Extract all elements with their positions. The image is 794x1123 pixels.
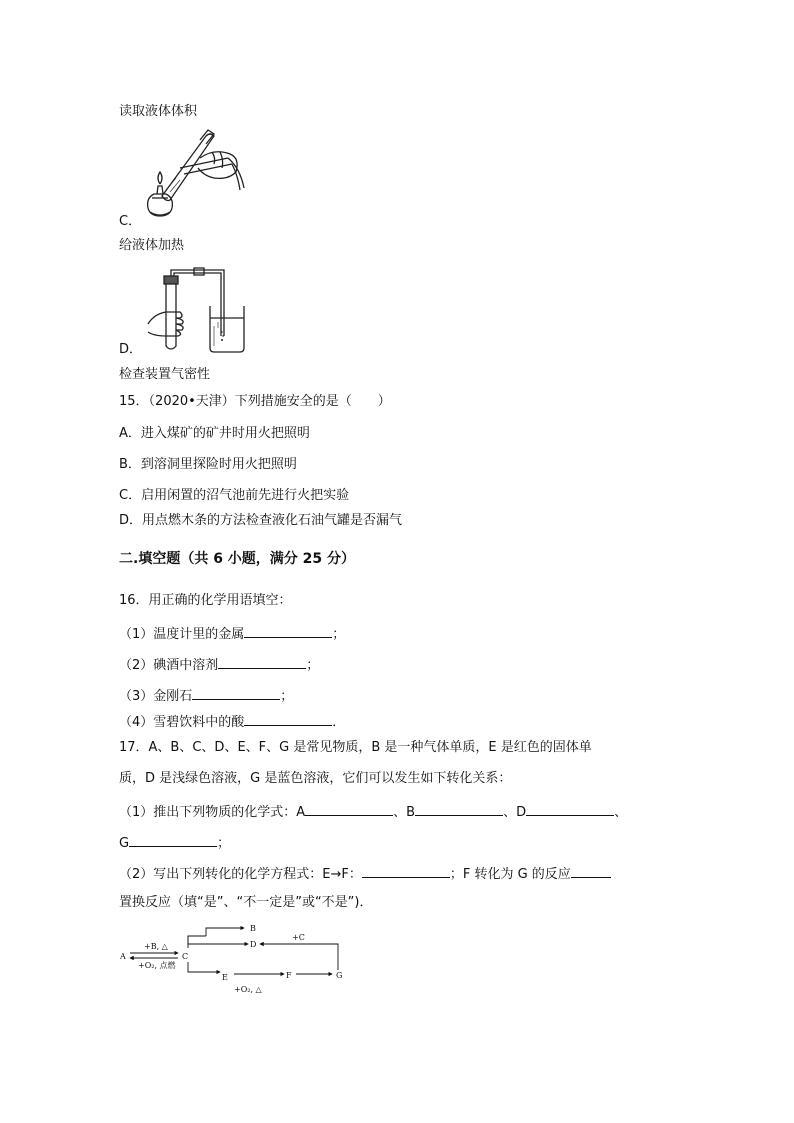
- label-e-to-f: +O₂, △: [234, 985, 262, 994]
- node-d: D: [250, 940, 257, 949]
- figure-d-caption: 检查装置气密性: [119, 367, 211, 382]
- answer-blank[interactable]: [218, 655, 306, 669]
- q16-item-2: （2）碘酒中溶剂 ；: [119, 655, 319, 674]
- label-g-to-d: +C: [292, 933, 305, 942]
- q16-item-4: （4）雪碧饮料中的酸 ．: [119, 712, 345, 731]
- airtightness-check-illustration: [144, 266, 252, 354]
- figure-b-caption: 读取液体体积: [119, 104, 198, 119]
- answer-blank[interactable]: [192, 686, 280, 700]
- answer-blank[interactable]: [571, 864, 611, 878]
- figure-d-label: D．: [119, 342, 143, 357]
- node-f: F: [286, 971, 292, 980]
- answer-blank[interactable]: [526, 802, 614, 816]
- conversion-diagram: [116, 918, 356, 1004]
- label-a-to-c: +B, △: [144, 942, 168, 951]
- q15-option-b: B．到溶洞里探险时用火把照明: [119, 457, 297, 472]
- q17-stem-line-1: 17．A、B、C、D、E、F、G 是常见物质，B 是一种气体单质，E 是红色的固体单: [119, 740, 592, 755]
- q17-stem-line-2: 质，D 是浅绿色溶液，G 是蓝色溶液，它们可以发生如下转化关系：: [119, 771, 512, 786]
- figure-c-label: C．: [119, 214, 142, 229]
- q16-item-1: （1）温度计里的金属 ；: [119, 624, 345, 643]
- node-c: C: [182, 952, 189, 961]
- q17-part-1: （1）推出下列物质的化学式：A 、B 、D 、: [119, 802, 627, 821]
- label-c-to-a: +O₂, 点燃: [138, 961, 176, 970]
- node-a: A: [120, 952, 126, 961]
- node-b: B: [250, 924, 256, 933]
- heating-liquid-illustration: [140, 128, 252, 220]
- answer-blank[interactable]: [362, 864, 450, 878]
- answer-blank[interactable]: [244, 712, 332, 726]
- q15-stem: 15．（2020•天津）下列措施安全的是（ ）: [119, 394, 391, 409]
- answer-blank[interactable]: [244, 624, 332, 638]
- q15-option-a: A．进入煤矿的矿井时用火把照明: [119, 426, 310, 441]
- answer-blank[interactable]: [415, 802, 503, 816]
- answer-blank[interactable]: [305, 802, 393, 816]
- q16-item-3: （3）金刚石 ；: [119, 686, 293, 705]
- section-2-heading: 二.填空题（共 6 小题，满分 25 分）: [119, 551, 356, 567]
- q16-stem: 16．用正确的化学用语填空：: [119, 593, 292, 608]
- node-g: G: [336, 971, 343, 980]
- q17-part-2-line-2: 置换反应（填“是”、“不一定是”或“不是”)．: [119, 895, 373, 910]
- q17-part-1-g: G ；: [119, 833, 230, 852]
- q15-option-d: D．用点燃木条的方法检查液化石油气罐是否漏气: [119, 513, 403, 528]
- q17-part-2: （2）写出下列转化的化学方程式：E→F： ；F 转化为 G 的反应: [119, 864, 611, 883]
- node-e: E: [222, 973, 228, 982]
- q15-option-c: C．启用闲置的沼气池前先进行火把实验: [119, 488, 350, 503]
- answer-blank[interactable]: [129, 833, 217, 847]
- figure-c-caption: 给液体加热: [119, 238, 185, 253]
